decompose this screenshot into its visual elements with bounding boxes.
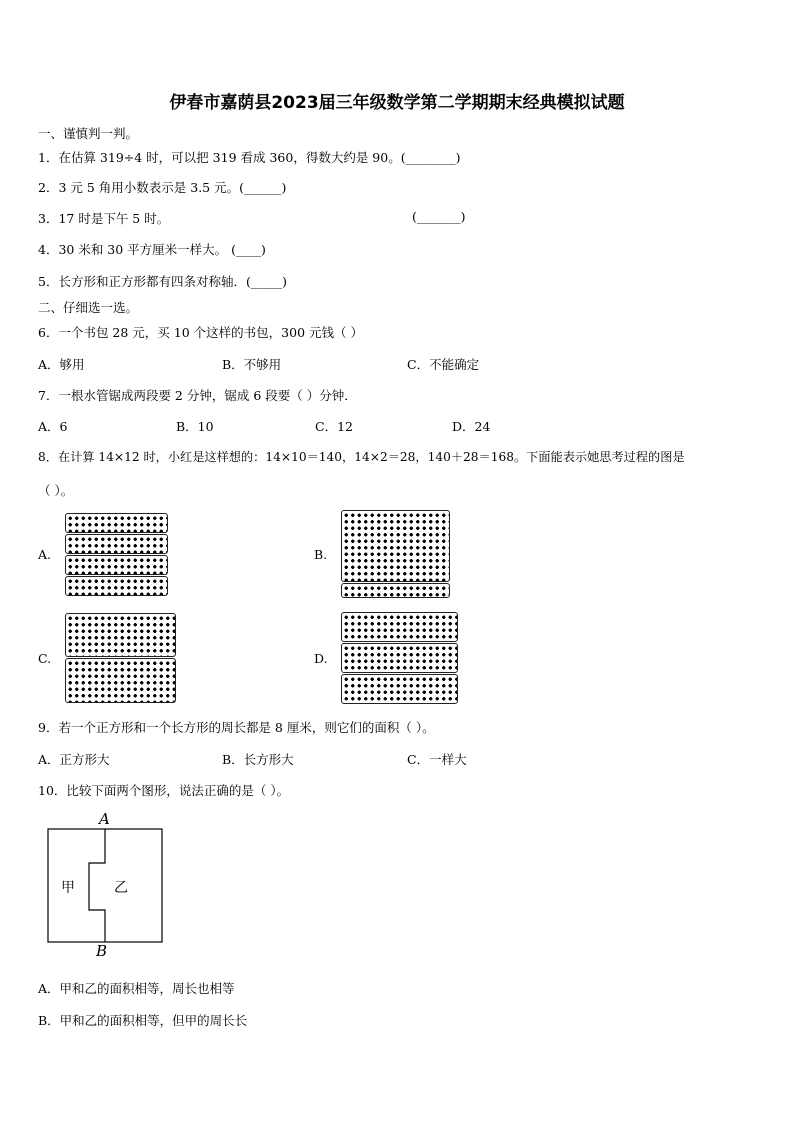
question-2: 2．3 元 5 角用小数表示是 3.5 元。(______) [38,180,287,195]
question-8-paren: （ ）。 [38,483,74,498]
dot-block [65,613,176,657]
page-title: 伊春市嘉荫县2023届三年级数学第二学期期末经典模拟试题 [169,93,625,113]
question-6-option-b: B．不够用 [222,357,282,372]
dot-block-14x10 [341,510,450,582]
point-b-label: B [96,942,108,960]
question-8-option-c-label: C. [38,651,52,666]
question-7-option-b: B．10 [176,419,214,434]
dot-block [341,643,458,673]
question-7-option-d: D．24 [452,419,491,434]
point-a-label: A [99,810,110,828]
question-3-answer-blank: (_______) [412,209,466,224]
question-8: 8．在计算 14×12 时，小红是这样想的：14×10＝140，14×2＝28，140＋28＝168。下面能表示她思考过程的图是 [38,450,685,464]
question-9: 9．若一个正方形和一个长方形的周长都是 8 厘米，则它们的面积（ ）。 [38,720,435,735]
question-10-option-b: B．甲和乙的面积相等，但甲的周长长 [38,1013,248,1028]
question-9-option-c: C．一样大 [407,752,467,767]
question-10: 10．比较下面两个图形，说法正确的是（ ）。 [38,783,290,798]
question-9-option-b: B．长方形大 [222,752,294,767]
question-8-option-b-label: B. [314,547,328,562]
question-7-option-a: A．6 [38,419,68,434]
question-1: 1．在估算 319÷4 时，可以把 319 看成 360，得数大约是 90。(________) [38,150,461,165]
question-7: 7．一根水管锯成两段要 2 分钟，锯成 6 段要（ ）分钟． [38,388,357,403]
dot-row [65,513,168,533]
question-6: 6．一个书包 28 元，买 10 个这样的书包，300 元钱（ ） [38,325,363,340]
region-jia-label: 甲 [61,880,75,896]
question-8-option-d-label: D. [314,651,328,666]
question-6-option-c: C．不能确定 [407,357,480,372]
dot-block [341,674,458,704]
dot-row [65,576,168,596]
question-4: 4．30 米和 30 平方厘米一样大。 (____) [38,242,266,257]
dot-block-14x2 [341,583,450,598]
question-5: 5．长方形和正方形都有四条对称轴．(_____) [38,274,287,289]
dot-row [65,555,168,575]
question-9-option-a: A．正方形大 [38,752,110,767]
dot-block [341,612,458,642]
region-yi-label: 乙 [114,880,128,896]
question-6-option-a: A．够用 [38,357,85,372]
question-7-option-c: C．12 [315,419,353,434]
dot-row [65,534,168,554]
dot-block [65,658,176,703]
question-10-option-a: A．甲和乙的面积相等，周长也相等 [38,981,235,996]
section-one-heading: 一、谨慎判一判。 [38,126,139,141]
question-8-option-a-label: A. [38,547,52,562]
question-3: 3．17 时是下午 5 时。 [38,211,170,226]
section-two-heading: 二、仔细选一选。 [38,300,139,315]
